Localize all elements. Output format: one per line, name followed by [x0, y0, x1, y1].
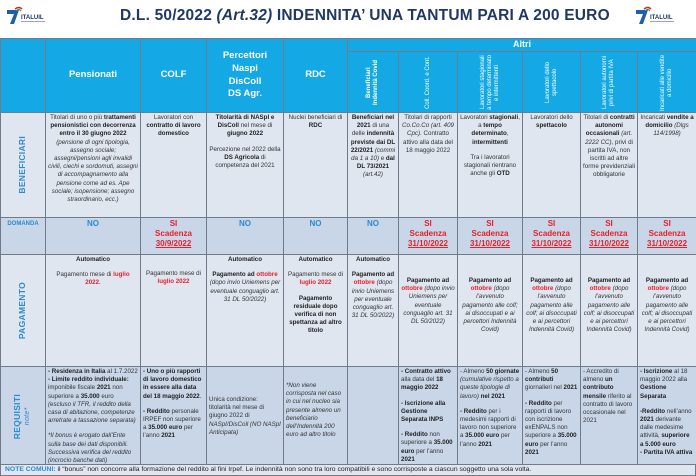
col-altri: Altri	[348, 39, 696, 52]
row-pagamento	[1, 255, 696, 367]
col-stagionali: Lavoratori stagionali a tempo determinato e intermittenti	[458, 52, 523, 113]
italuil-logo-icon	[5, 6, 49, 28]
svg-text:ITALUIL: ITALUIL	[21, 15, 44, 21]
row-domanda	[1, 218, 696, 255]
cell-domanda-autonomi: SI Scadenza 31/10/2022	[581, 218, 638, 255]
cell-beneficiari-pensionati: Titolari di uno o più trattamenti pensionistici con decorrenza entro il 30 giugno 2022 (pensione di ogni tipologia, assegno sociale; assegni/pensioni agli invalidi civili, ciechi e sordomuti, assegni di accompagnamento alla pensione come ad es. Ape sociale; isopensione; assegno straordinario, ecc.)	[46, 113, 141, 218]
cell-beneficiari-spettacolo: Lavoratori dello spettacolo	[523, 113, 581, 218]
cell-requisiti-cococo: - Contratto attivo alla data del 18 maggio 2022 - Iscrizione alla Gestione Separata INPS - Reddito non superiore a 35.000 euro per l’anno 2021	[399, 367, 458, 467]
cell-pagamento-vendite: Pagamento ad ottobre (dopo l’avvenuto pagamento alle colf; ai disoccupati e ai percettori Indennità Covid)	[638, 255, 696, 367]
cell-domanda-stagionali: SI Scadenza 31/10/2022	[458, 218, 523, 255]
cell-requisiti-stagionali: - Almeno 50 giornate (cumulative rispetto a queste tipologie di lavoro) nel 2021 - Reddito per i medesimi rapporti di lavoro non superiore a 35.000 euro per l’anno 2021	[458, 367, 523, 467]
cell-beneficiari-naspi: Titolarità di NASpI e DisColl nel mese di giugno 2022 Percezione nel 2022 della DS Agricola di competenza del 2021	[207, 113, 284, 218]
cell-pagamento-stagionali: Pagamento ad ottobre (dopo l’avvenuto pagamento alle colf; ai disoccupati e ai percettori Indennità Covid)	[458, 255, 523, 367]
italuil-logo-icon	[634, 6, 678, 28]
col-cococo: Coll. Coord. e Cont.	[399, 52, 458, 113]
svg-text:ITALUIL: ITALUIL	[650, 15, 673, 21]
col-covid: Beneficiari Indennità Covid	[348, 52, 399, 113]
cell-beneficiari-stagionali: Lavoratori stagionali, a tempo determinato, intermittenti Tra i lavoratori stagionali rientrano anche gli OTD	[458, 113, 523, 218]
row-beneficiari	[1, 113, 696, 218]
cell-pagamento-naspi: Automatico Pagamento ad ottobre (dopo invio Uniemens per eventuale conguaglio art. 31 DL 50/2022)	[207, 255, 284, 367]
cell-domanda-naspi: NO	[207, 218, 284, 255]
cell-pagamento-autonomi: Pagamento ad ottobre (dopo l’avvenuto pagamento alle colf; ai disoccupati e ai percettori Indennità Covid)	[581, 255, 638, 367]
cell-pagamento-pensionati: Automatico Pagamento mese di luglio 2022.	[46, 255, 141, 367]
cell-requisiti-covid	[348, 367, 399, 467]
cell-domanda-spettacolo: SI Scadenza 31/10/2022	[523, 218, 581, 255]
cell-beneficiari-cococo: Titolari di rapporti Co.Co.Co (art. 409 Cpc). Contratto attivo alla data del 18 maggio 2022	[399, 113, 458, 218]
cell-domanda-rdc: NO	[284, 218, 348, 255]
col-spettacolo: Lavoratori dello spettacolo	[523, 52, 581, 113]
cell-beneficiari-autonomi: Titolari di contratti autonomi occasionali (art. 2222 CC), privi di partita IVA, non iscritti ad altre forme previdenziali obbligatorie	[581, 113, 638, 218]
cell-domanda-covid: NO	[348, 218, 399, 255]
cell-pagamento-cococo: Pagamento ad ottobre (dopo invio Uniemens per eventuale conguaglio art. 31 DL 50/2022)	[399, 255, 458, 367]
row-label-beneficiari: BENEFICIARI	[1, 113, 46, 218]
cell-domanda-pensionati: NO	[46, 218, 141, 255]
page-title: D.L. 50/2022 (Art.32) INDENNITA’ UNA TANTUM PARI A 200 EURO	[120, 7, 610, 24]
col-pensionati: Pensionati	[46, 39, 141, 113]
header-row	[1, 39, 696, 52]
indennita-table	[0, 38, 696, 467]
col-rdc: RDC	[284, 39, 348, 113]
col-naspi: Percettori Naspi DisColl DS Agr.	[207, 39, 284, 113]
cell-pagamento-rdc: Automatico Pagamento mese di luglio 2022 Pagamento residuale dopo verifica di non spettanza ad altro titolo	[284, 255, 348, 367]
note-comuni: NOTE COMUNI: il “bonus” non concorre alla formazione del reddito al fini Irpef. Le indennità non sono tra loro compatibili e sono corrisposte a ciascun soggetto una sola volta.	[0, 464, 696, 476]
cell-pagamento-spettacolo: Pagamento ad ottobre (dopo l’avvenuto pagamento alle colf; ai disoccupati e ai percettori Indennità Covid)	[523, 255, 581, 367]
cell-requisiti-vendite: - Iscrizione al 18 maggio 2022 alla Gestione Separata -Reddito nell’anno 2021 derivante dalle medesime attività, superiore a 5.000 euro - Partita IVA attiva	[638, 367, 696, 467]
cell-domanda-cococo: SI Scadenza 31/10/2022	[399, 218, 458, 255]
row-label-domanda: DOMANDA	[1, 218, 46, 255]
corner-cell	[1, 39, 46, 113]
cell-domanda-colf: SI Scadenza 30/9/2022	[141, 218, 207, 255]
cell-beneficiari-vendite: Incaricati vendite a domicilio (Dlgs 114/1998)	[638, 113, 696, 218]
row-requisiti	[1, 367, 696, 467]
cell-requisiti-autonomi: - Accredito di almeno un contributo mensile riferito al contratto di lavoro occasionale nel 2021	[581, 367, 638, 467]
col-vendite: Incaricati alle vendite a domicilio	[638, 52, 696, 113]
row-label-pagamento: PAGAMENTO	[1, 255, 46, 367]
cell-pagamento-covid: Automatico Pagamento ad ottobre (dopo invio Uniemens per eventuale conguaglio art. 31 DL 50/2022)	[348, 255, 399, 367]
cell-requisiti-rdc: *Non viene corrisposta nel caso in cui nel nucleo sia presente almeno un beneficiario dell’Indennità 200 euro ad altro titolo	[284, 367, 348, 467]
cell-requisiti-pensionati: - Residenza in Italia al 1.7.2022 - Limite reddito individuale: imponibile fiscale 2021 non superiore a 35.000 euro (escluso il TFR, il reddito della casa di abitazione, competenze arretrate a tassazione separata) *Il bonus è erogato dall’Ente sulla base dei dati disponibili. Successiva verifica del reddito (incrocio banche dati)	[46, 367, 141, 467]
cell-requisiti-naspi: Unica condizione: titolarità nel mese di giugno 2022 di NASpI/DisColl (NO NASpI Anticipata)	[207, 367, 284, 467]
cell-pagamento-colf: Pagamento mese di luglio 2022	[141, 255, 207, 367]
cell-requisiti-colf: - Uno o più rapporti di lavoro domestico in essere alla data del 18 maggio 2022. - Reddito personale IRPEF non superiore a 35.000 euro per l’anno 2021	[141, 367, 207, 467]
cell-beneficiari-covid: Beneficiari nel 2021 di una delle indennità previste dai DL 22/2021 (commi da 1 a 10) e dal DL 73/2021 (art.42)	[348, 113, 399, 218]
cell-beneficiari-rdc: Nuclei beneficiari di RDC	[284, 113, 348, 218]
col-autonomi: Lavoratori autonomi privi di partita IVA	[581, 52, 638, 113]
row-label-requisiti: REQUISITI note*	[1, 367, 46, 467]
cell-domanda-vendite: SI Scadenza 31/10/2022	[638, 218, 696, 255]
cell-requisiti-spettacolo: - Almeno 50 contributi giornalieri nel 2021 - Reddito per rapporti di lavoro con iscrizione exENPALS non superiore a 35.000 euro per l’anno 2021	[523, 367, 581, 467]
page-header	[0, 0, 696, 38]
col-colf: COLF	[141, 39, 207, 113]
cell-beneficiari-colf: Lavoratori con contratto di lavoro domestico	[141, 113, 207, 218]
